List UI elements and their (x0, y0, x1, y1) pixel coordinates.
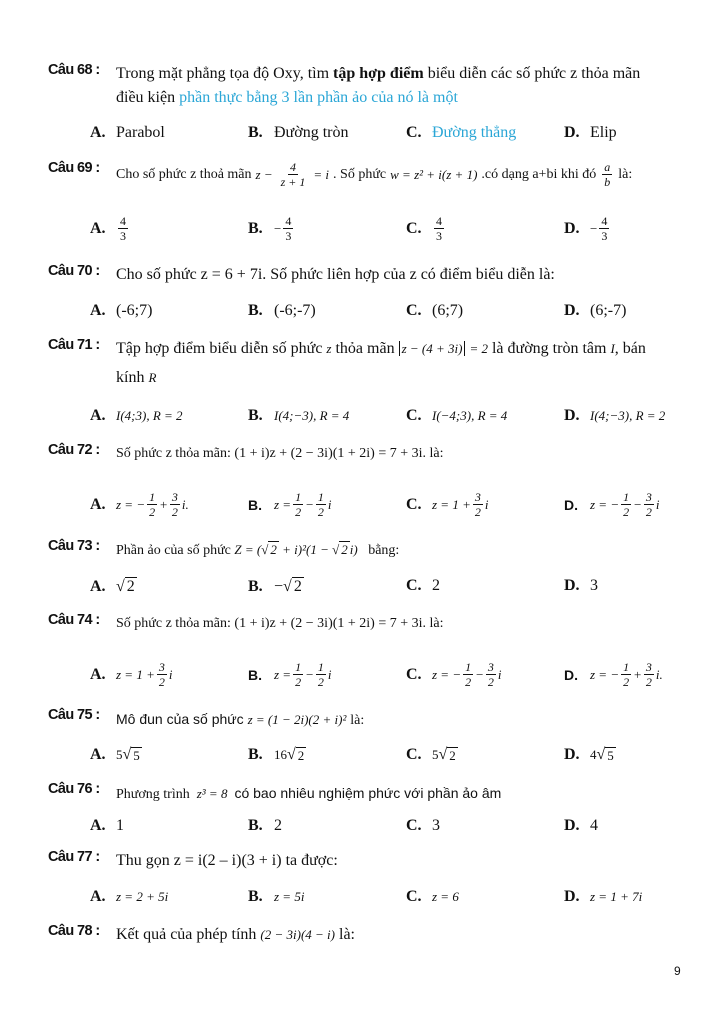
option-a[interactable]: A. z = 2 + 5i (90, 888, 169, 905)
option-d[interactable]: D. z = − $\frac{1}{2}$ − $\frac{3}{2}$ i (564, 490, 660, 519)
question-75 (48, 707, 708, 733)
option-d[interactable]: D. I(4;−3), R = 2 (564, 407, 666, 424)
question-72 (48, 442, 708, 466)
question-78 (48, 923, 708, 947)
option-b[interactable]: B. z = $\frac{1}{2}$ − $\frac{1}{2}$ i (248, 660, 332, 689)
option-b[interactable]: B. Đường tròn (248, 124, 349, 141)
question-text: Tập hợp điểm biểu diễn số phức z thỏa mãn z − (4 + 3i) = 2 là đường tròn tâm I, bán kính R (116, 340, 646, 386)
question-77 (48, 849, 708, 873)
option-c[interactable]: C. (6;7) (406, 302, 464, 319)
equation: z = (1 − 2i)(2 + i)² (247, 712, 347, 727)
question-text: Kết quả của phép tính (2 − 3i)(4 − i) là: (116, 926, 355, 943)
equation: (2 − 3i)(4 − i) (260, 927, 335, 942)
question-label: Câu 75 : (48, 707, 100, 723)
question-76 (48, 781, 708, 807)
highlighted-text: phần thực bằng 3 lần phần ảo của nó là một (179, 89, 458, 106)
question-text: Thu gọn z = i(2 – i)(3 + i) ta được: (116, 852, 338, 869)
question-text: Trong mặt phẳng tọa độ Oxy, tìm tập hợp điểm biểu diễn các số phức z thỏa mãn điều kiện phần thực bằng 3 lần phần ảo của nó là một (116, 65, 641, 106)
question-70 (48, 263, 708, 287)
option-c[interactable]: C. I(−4;3), R = 4 (406, 407, 508, 424)
question-label: Câu 78 : (48, 923, 100, 939)
question-label: Câu 68 : (48, 62, 100, 78)
option-d[interactable]: D. 4 (564, 817, 598, 834)
option-a[interactable]: A. z = − $\frac{1}{2}$ + $\frac{3}{2}$ i. (90, 490, 189, 519)
question-74 (48, 612, 708, 636)
option-b[interactable]: B. z = $\frac{1}{2}$ − $\frac{1}{2}$ i (248, 490, 332, 519)
option-d[interactable]: D. Elip (564, 124, 617, 141)
option-b[interactable]: B. − $\frac{4}{3}$ (248, 214, 292, 243)
question-68 (48, 62, 708, 110)
option-b[interactable]: B. − √ 2 (248, 577, 302, 595)
equation: (1 + i)z + (2 − 3i)(1 + 2i) = 7 + 3i (234, 446, 423, 461)
option-a[interactable]: A. 1 (90, 817, 124, 834)
question-label: Câu 77 : (48, 849, 100, 865)
option-c[interactable]: C. 5 √ 2 (406, 746, 456, 763)
equation: Z = (√ 2 + i)²(1 − √ 2 i) (234, 542, 358, 557)
option-b[interactable]: B. I(4;−3), R = 4 (248, 407, 350, 424)
option-d[interactable]: D. z = − $\frac{1}{2}$ + $\frac{3}{2}$ i. (564, 660, 663, 689)
equation: z³ = 8 (196, 786, 228, 801)
question-label: Câu 70 : (48, 263, 100, 279)
question-label: Câu 71 : (48, 337, 100, 353)
option-b[interactable]: B. 16 √ 2 (248, 746, 305, 763)
fraction: $\frac{a}{b}$ (604, 160, 611, 189)
question-text: Cho số phức z thoả mãn z − $\frac{4}{z + 1}$ = i . Số phức w = z² + i(z + 1) .có dạng a+bi khi đó $\frac{a}{b}$ là: (116, 160, 633, 189)
question-label: Câu 74 : (48, 612, 100, 628)
question-text: Phần ảo của số phức Z = (√ 2 + i)²(1 − √ 2 i) bằng: (116, 542, 400, 558)
option-c[interactable]: C. 3 (406, 817, 440, 834)
option-c[interactable]: C. z = 6 (406, 888, 459, 905)
fraction: $\frac{4}{z + 1}$ (280, 160, 306, 189)
question-text: Mô đun của số phức z = (1 − 2i)(2 + i)² là: (116, 711, 365, 728)
option-c[interactable]: C. $\frac{4}{3}$ (406, 214, 442, 243)
option-a[interactable]: A. √ 2 (90, 577, 135, 595)
page-number: 9 (674, 964, 681, 978)
equation: (1 + i)z + (2 − 3i)(1 + 2i) = 7 + 3i (234, 616, 423, 631)
question-label: Câu 72 : (48, 442, 100, 458)
option-a[interactable]: A. (-6;7) (90, 302, 153, 319)
option-c[interactable]: C. z = − $\frac{1}{2}$ − $\frac{3}{2}$ i (406, 660, 502, 689)
question-text: Số phức z thỏa mãn: (1 + i)z + (2 − 3i)(1 + 2i) = 7 + 3i. là: (116, 616, 444, 631)
question-label: Câu 69 : (48, 160, 100, 176)
option-a[interactable]: A. Parabol (90, 124, 165, 141)
question-71 (48, 337, 708, 395)
question-69 (48, 160, 708, 189)
question-73 (48, 538, 708, 563)
modulus-expression: z − (4 + 3i) (399, 341, 466, 356)
option-d[interactable]: D. 3 (564, 577, 598, 594)
option-a[interactable]: A. $\frac{4}{3}$ (90, 214, 126, 243)
option-d[interactable]: D. z = 1 + 7i (564, 888, 643, 905)
question-text: Cho số phức z = 6 + 7i. Số phức liên hợp của z có điểm biểu diễn là: (116, 266, 555, 283)
option-d[interactable]: D. 4 √ 5 (564, 746, 614, 763)
option-c[interactable]: C. 2 (406, 577, 440, 594)
option-d[interactable]: D. − $\frac{4}{3}$ (564, 214, 608, 243)
option-c[interactable]: C. Đường thẳng (406, 124, 517, 141)
option-b[interactable]: B. (-6;-7) (248, 302, 316, 319)
option-a[interactable]: A. z = 1 + $\frac{3}{2}$ i (90, 660, 173, 689)
option-a[interactable]: A. 5 √ 5 (90, 746, 140, 763)
option-c[interactable]: C. z = 1 + $\frac{3}{2}$ i (406, 490, 489, 519)
option-b[interactable]: B. 2 (248, 817, 282, 834)
question-label: Câu 76 : (48, 781, 100, 797)
question-text: Số phức z thỏa mãn: (1 + i)z + (2 − 3i)(1 + 2i) = 7 + 3i. là: (116, 446, 444, 461)
option-a[interactable]: A. I(4;3), R = 2 (90, 407, 183, 424)
option-d[interactable]: D. (6;-7) (564, 302, 627, 319)
question-label: Câu 73 : (48, 538, 100, 554)
question-text: Phương trình z³ = 8 có bao nhiêu nghiệm phức với phần ảo âm (116, 785, 502, 802)
option-b[interactable]: B. z = 5i (248, 888, 305, 905)
